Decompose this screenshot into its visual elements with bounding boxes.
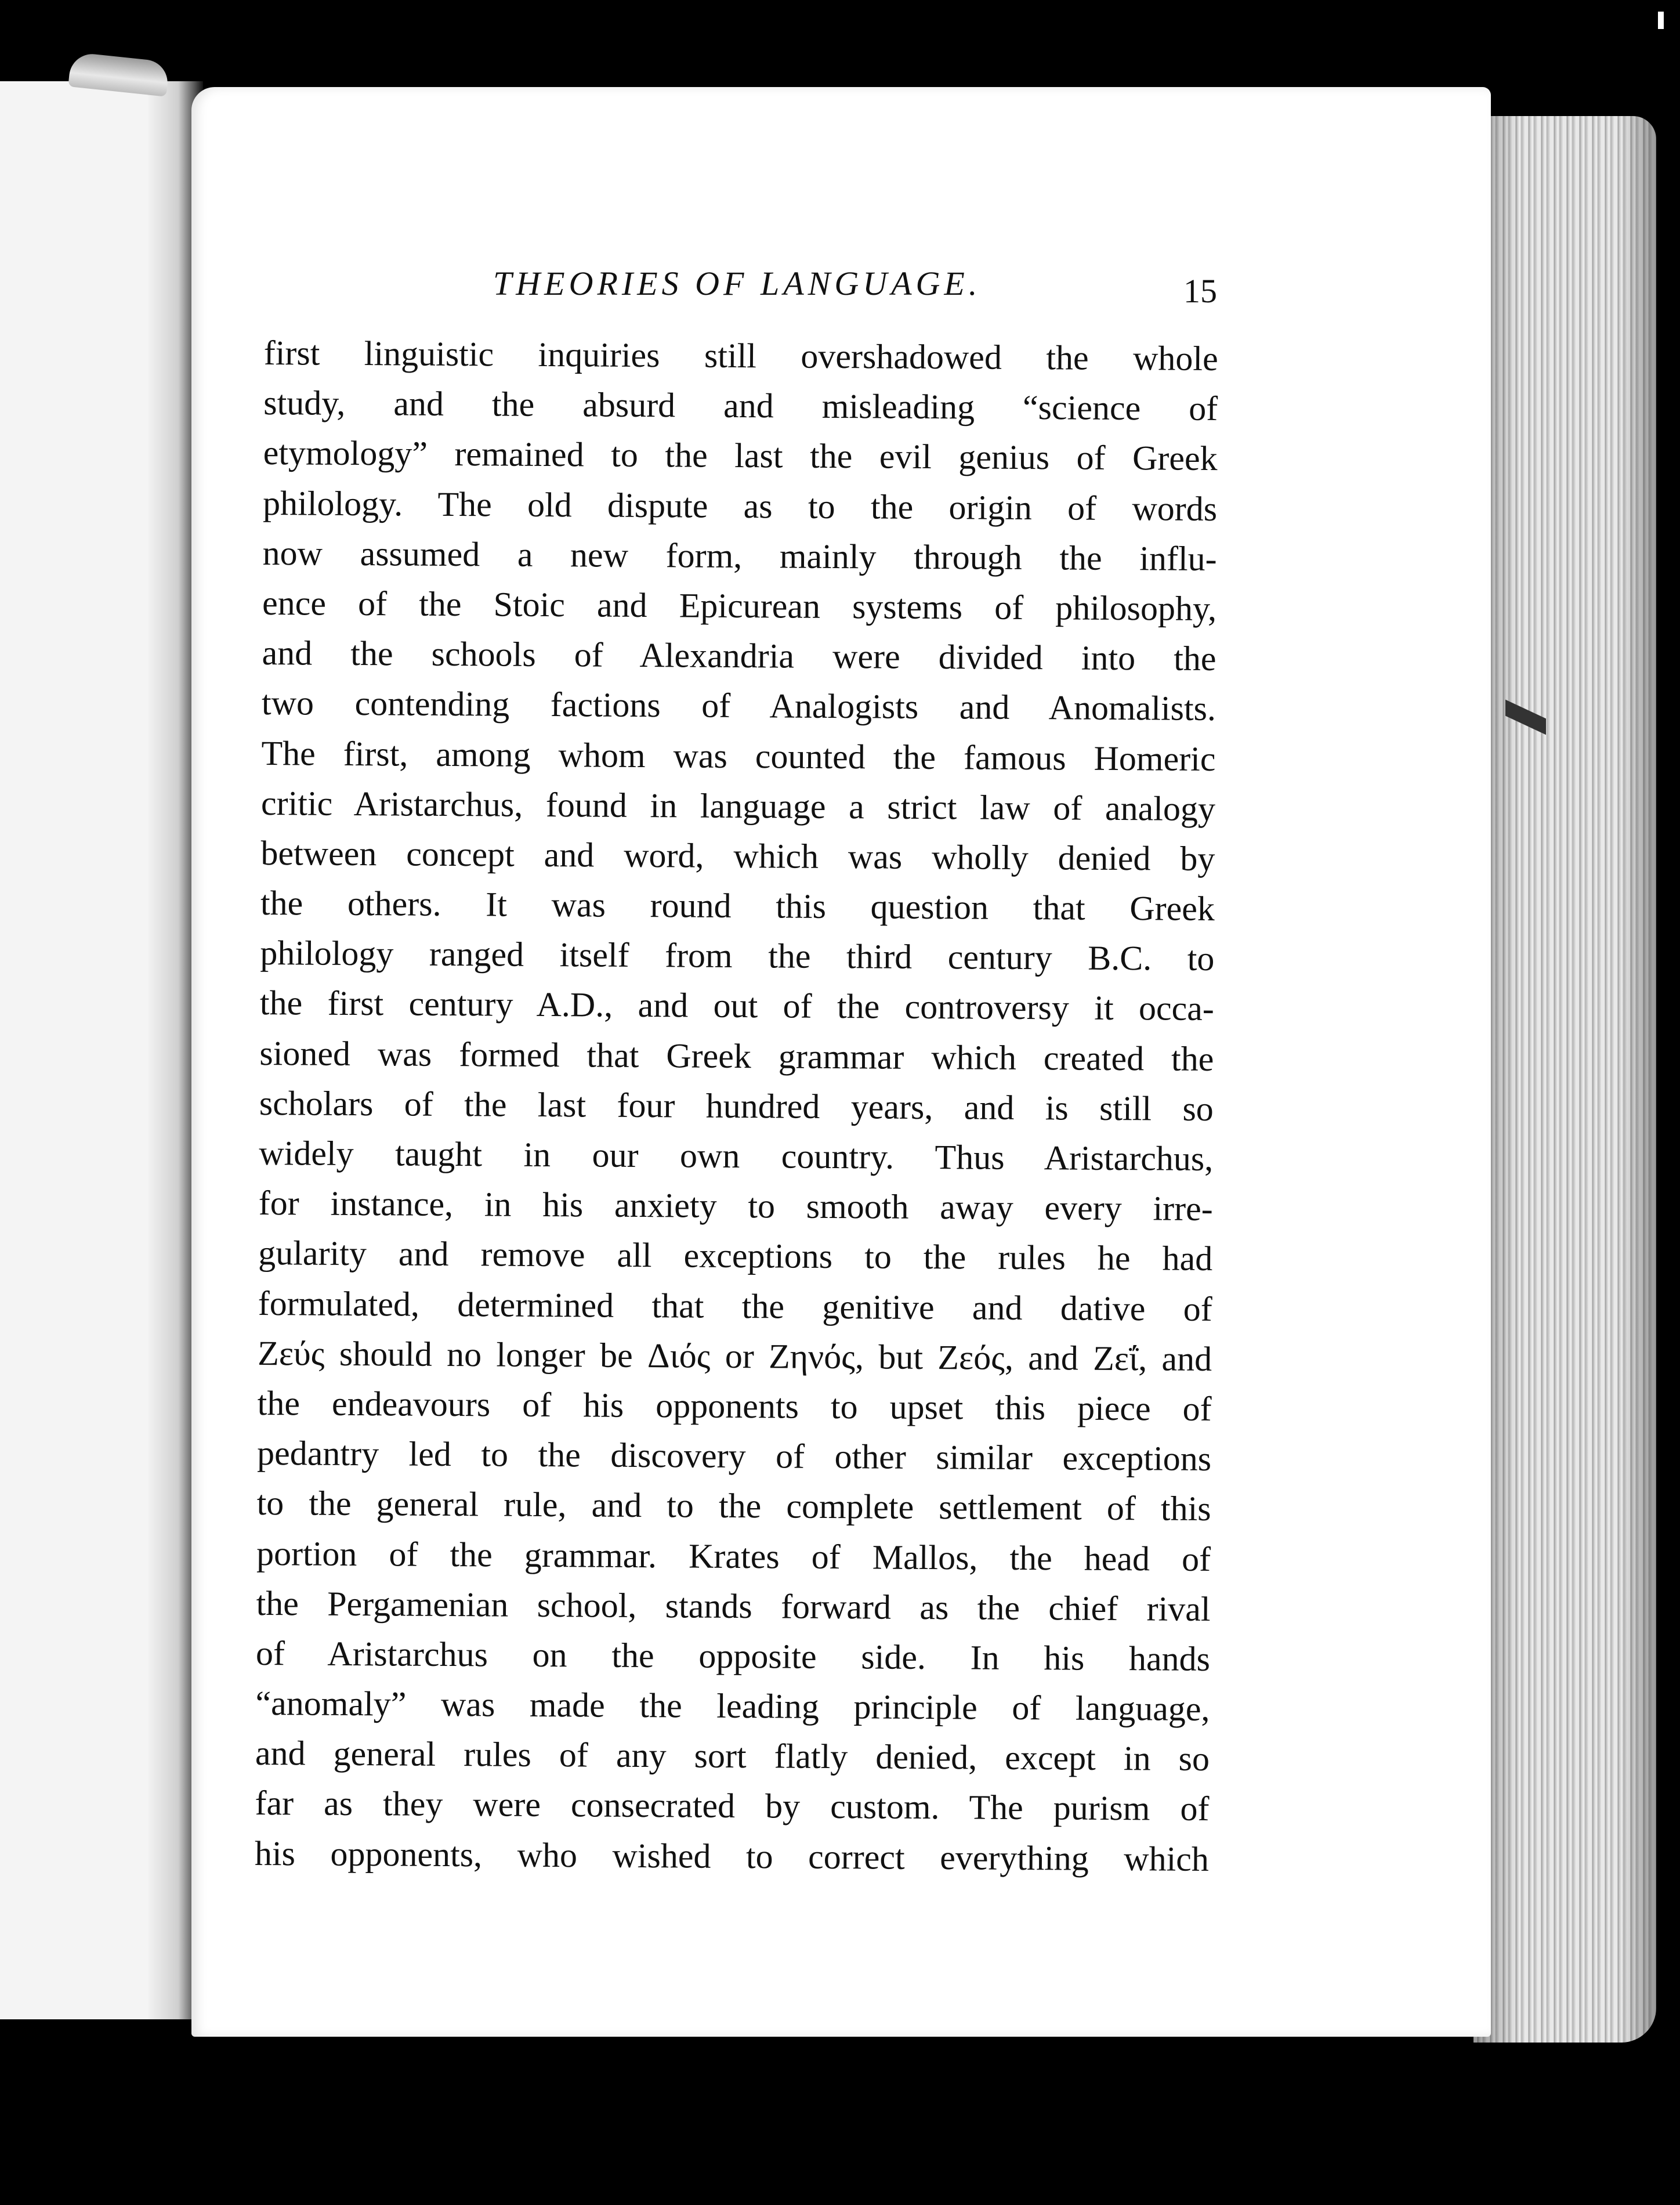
text-line: to the general rule, and to the complete settlement of this [256, 1484, 1211, 1528]
page-number: 15 [1183, 272, 1217, 310]
text-line: etymology” remained to the last the evil genius of Greek [263, 433, 1218, 478]
text-line: pedantry led to the discovery of other similar exceptions [256, 1434, 1212, 1479]
text-line: study, and the absurd and misleading “science of [263, 384, 1218, 428]
body-text [255, 328, 1218, 1884]
text-line: for instance, in his anxiety to smooth away every irre- [258, 1184, 1213, 1228]
text-line: the first century A.D., and out of the controversy it occa- [259, 984, 1215, 1028]
text-line: The first, among whom was counted the famous Homeric [261, 733, 1216, 778]
text-line: portion of the grammar. Krates of Mallos, the head of [256, 1534, 1211, 1578]
page-stack-edge-shade [1473, 116, 1656, 2043]
text-line: scholars of the last four hundred years, and is still so [259, 1083, 1214, 1128]
text-line: critic Aristarchus, found in language a strict law of analogy [260, 783, 1216, 828]
text-line: now assumed a new form, mainly through the influ- [262, 533, 1217, 578]
text-line: formulated, determined that the genitive and dative of [258, 1284, 1212, 1328]
text-line: sioned was formed that Greek grammar which created the [259, 1033, 1214, 1078]
text-line: his opponents, who wished to correct everything which [254, 1834, 1210, 1878]
text-line: far as they were consecrated by custom. The purism of [255, 1784, 1210, 1828]
text-line: philology ranged itself from the third century B.C. to [260, 934, 1215, 978]
text-line: the Pergamenian school, stands forward as the chief rival [256, 1584, 1211, 1628]
text-line: and the schools of Alexandria were divided into the [262, 634, 1216, 678]
text-line: two contending factions of Analogists and Anomalists. [261, 684, 1216, 728]
text-line: the others. It was round this question that Greek [260, 884, 1215, 928]
text-line: gularity and remove all exceptions to the rules he had [258, 1234, 1213, 1278]
text-line: Ζεύς should no longer be Διός or Ζηνός, but Ζεός, and Ζεΐ, and [258, 1333, 1212, 1378]
text-line: “anomaly” was made the leading principle of language, [255, 1684, 1210, 1729]
corner-mark [1658, 12, 1664, 29]
text-line: first linguistic inquiries still overshadowed the whole [263, 333, 1218, 378]
text-line: of Aristarchus on the opposite side. In his hands [255, 1633, 1211, 1678]
text-line: and general rules of any sort flatly denied, except in so [255, 1734, 1210, 1779]
running-head: THEORIES OF LANGUAGE. [493, 265, 982, 302]
text-line: between concept and word, which was wholly denied by [260, 833, 1215, 878]
text-line: philology. The old dispute as to the origin of words [262, 483, 1218, 528]
text-line: ence of the Stoic and Epicurean systems of philosophy, [262, 583, 1217, 628]
text-line: the endeavours of his opponents to upset this piece of [257, 1383, 1212, 1428]
text-line: widely taught in our own country. Thus Aristarchus, [259, 1133, 1214, 1179]
